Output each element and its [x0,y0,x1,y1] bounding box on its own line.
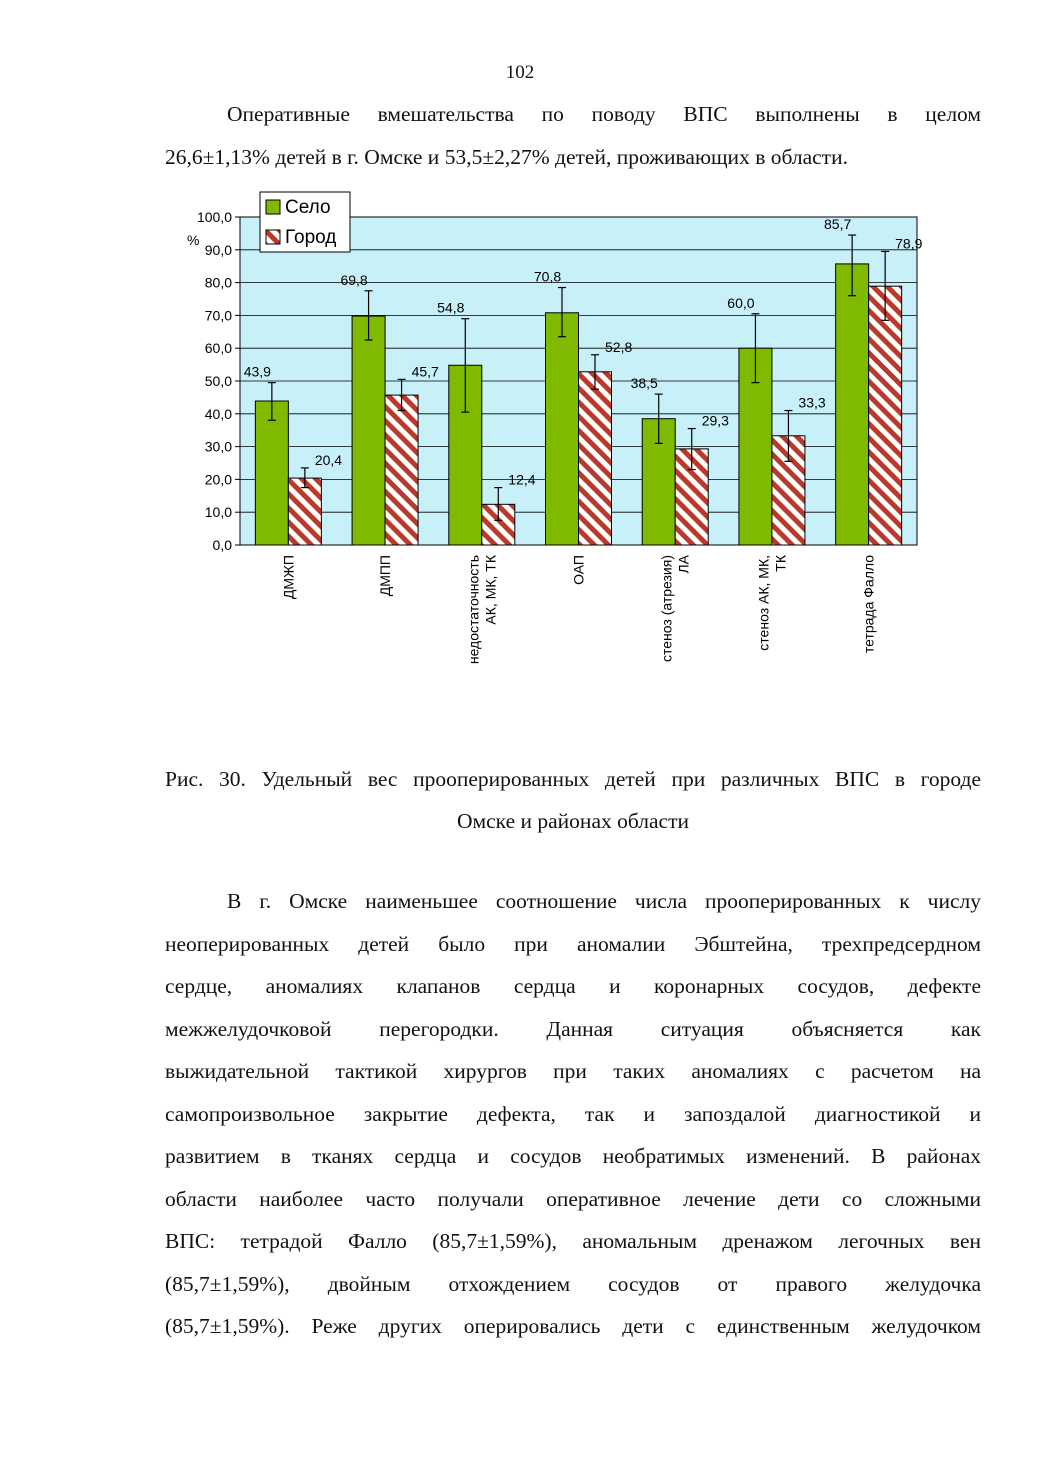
x-category-label [861,555,877,653]
y-tick-label: 10,0 [204,504,232,521]
bar-gorod [385,395,418,545]
body-line: области наиболее часто получали оперативное лечение дети со сложными [165,1186,981,1211]
data-label: 43,9 [243,363,271,380]
bar-gorod [869,286,902,545]
body-line: неоперированных детей было при аномалии Эбштейна, трехпредсердном [165,931,981,956]
x-category-line: ДМПП [377,555,394,597]
bar-selo [836,264,869,545]
y-tick-label: 50,0 [204,373,232,389]
data-label: 70,8 [533,268,562,285]
body-paragraph [165,880,981,1348]
y-tick-label: 30,0 [204,438,232,455]
x-category-line: недостаточность [465,555,482,665]
x-category-label [465,554,498,664]
bar-gorod [579,372,612,545]
y-tick-label: 40,0 [204,405,232,422]
y-tick-label: 90,0 [204,241,232,258]
y-tick-label: 0,0 [212,537,232,553]
data-label: 45,7 [411,363,439,380]
x-category-label [571,555,587,585]
body-line: развитием в тканях сердца и сосудов необратимых изменений. В районах [165,1144,981,1168]
y-tick-label: 70,0 [204,307,232,324]
x-axis-categories [280,554,876,664]
y-tick-label: 20,0 [204,471,232,488]
x-category-line: ЛА [675,555,692,574]
data-label: 33,3 [798,394,826,411]
legend-label-selo: Село [285,197,331,218]
data-label: 12,4 [508,471,536,488]
legend [260,192,350,252]
x-category-label [755,554,788,651]
data-label: 38,5 [630,375,658,392]
data-label: 60,0 [727,294,755,311]
y-tick-label: 60,0 [204,340,232,357]
data-label: 20,4 [314,451,343,468]
data-label: 29,3 [701,412,729,429]
body-line: выжидательной тактикой хирургов при таких аномалиях с расчетом на [165,1059,981,1083]
bar-selo [255,401,288,545]
x-category-line: стеноз АК, МК, [755,555,772,651]
x-category-line: АК, МК, ТК [482,555,499,625]
data-label: 54,8 [437,299,465,316]
data-label: 52,8 [605,338,633,355]
body-line: (85,7±1,59%), двойным отхождением сосудов от правого желудочка [165,1271,981,1296]
legend-swatch-selo [266,200,280,214]
body-line: сердце, аномалиях клапанов сердца и коронарных сосудов, дефекте [165,974,981,998]
bar-selo [546,313,579,545]
x-category-label [280,555,296,599]
data-label: 78,9 [895,235,923,252]
y-axis-label: % [187,232,200,248]
caption-line: Рис. 30. Удельный вес прооперированных детей при различных ВПС в городе [165,767,981,791]
body-line: ВПС: тетрадой Фалло (85,7±1,59%), аномальным дренажом легочных вен [165,1229,981,1253]
x-category-line: ДМЖП [280,555,297,600]
caption-line: Омске и районах области [457,809,689,833]
data-label: 85,7 [824,216,852,233]
x-category-line: ОАП [570,555,587,585]
legend-label-gorod: Город [285,227,337,248]
body-line: самопроизвольное закрытие дефекта, так и запоздалой диагностикой и [165,1101,981,1126]
bar-chart [165,190,925,710]
intro-line: Оперативные вмешательства по поводу ВПС выполнены в целом [227,102,981,126]
legend-swatch-gorod [266,230,280,244]
y-tick-label: 100,0 [196,209,232,225]
data-label: 69,8 [340,271,368,288]
body-line: В г. Омске наименьшее соотношение числа прооперированных к числу [227,889,981,913]
intro-paragraph [165,93,981,178]
bar-selo [352,316,385,545]
body-line: (85,7±1,59%). Реже других оперировались дети с единственным желудочком [165,1314,981,1338]
y-tick-label: 80,0 [204,274,232,291]
page-number: 102 [505,62,535,83]
x-category-line: ТК [772,555,789,572]
x-category-line: стеноз (атрезия) [658,555,675,663]
x-category-label [659,554,692,662]
x-category-line: тетрада Фалло [860,555,877,654]
body-line: межжелудочковой перегородки. Данная ситуация объясняется как [165,1016,981,1041]
x-category-label [377,555,393,596]
intro-line: 26,6±1,13% детей в г. Омске и 53,5±2,27% детей, проживающих в области. [165,144,848,169]
figure-caption [165,758,981,842]
y-axis-ticks [197,209,240,553]
